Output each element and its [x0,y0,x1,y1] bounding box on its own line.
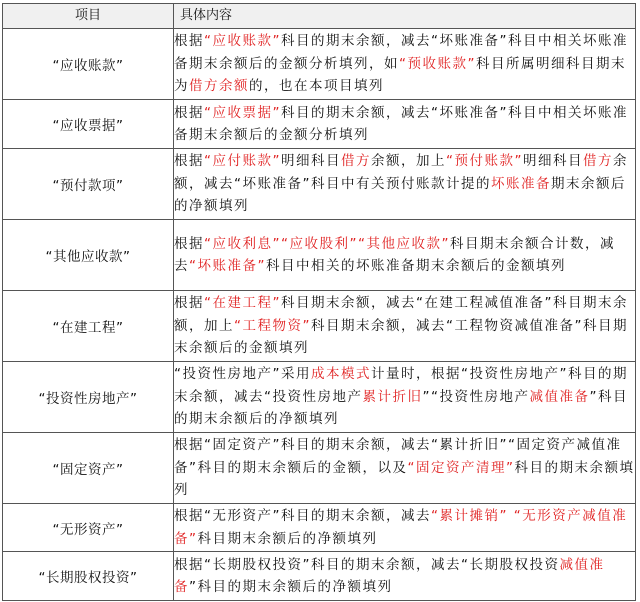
content-text: ”“投资性房地产 [422,388,530,405]
content-text: ”科目的期末余额后的净额填列 [174,388,628,428]
table-row [3,504,636,552]
rules-table [2,3,636,601]
highlighted-term: “应收利息” [204,235,281,252]
table-row [3,433,636,504]
table-row [3,291,636,362]
content-text: 明细科目 [523,153,583,170]
content-text: 科目的期末余额，减去“坏账准备”科目中相关坏账准备期末余额后的金额分析填列，如 [174,33,628,72]
content-cell [174,29,636,100]
content-text: 根据 [174,153,204,170]
item-cell: “投资性房地产” [3,362,174,433]
content-text: 科目的期末余额，减去“坏账准备”科目中相关坏账准备期末余额后的金额分析填列 [174,104,628,143]
highlighted-term: “累计摊销” [431,508,508,524]
highlighted-term: “无形资产减值准备” [174,508,628,547]
table-row [3,552,636,601]
highlighted-term: “工程物资” [234,317,311,334]
content-text: 明细科目 [281,153,341,170]
highlighted-term: 坏账准备 [491,175,551,192]
content-text: 余额，减去“坏账准备”科目中有关预付账款计提的 [174,153,628,192]
item-cell: “固定资产” [3,433,174,504]
highlighted-term: “在建工程” [204,295,281,312]
content-text: 科目中相关的坏账准备期末余额后的金额填列 [266,258,566,274]
item-cell: “在建工程” [3,291,174,362]
content-text: 计量时，根据“投资性房地产”科目的期末余额，减去“投资性房地产 [174,366,628,405]
table-row [3,149,636,220]
item-cell: “长期股权投资” [3,552,174,601]
content-text: 根据 [174,235,204,252]
highlighted-term: 减值准备 [529,388,590,405]
highlighted-term: “预付账款” [446,153,523,170]
content-text: 科目期末余额，减去“工程物资减值准备”科目期末余额后的金额填列 [174,317,628,357]
table-row [3,362,636,433]
table-row [3,29,636,100]
highlighted-term: 借方余额 [189,78,249,95]
content-text: 的，也在本项目填列 [249,78,384,95]
highlighted-term: “应收账款” [204,33,281,50]
content-text: 科目所属明细科目期末为 [174,55,626,95]
content-cell [174,362,636,433]
content-cell [174,291,636,362]
content-text: “投资性房地产”采用 [174,366,311,383]
table-row [3,220,636,291]
header-row [3,4,636,29]
content-text: 根据 [174,33,204,50]
item-cell: “应收票据” [3,100,174,149]
table-row [3,100,636,149]
highlighted-term: “预收账款” [399,55,476,72]
item-cell: “应收账款” [3,29,174,100]
highlighted-term: 成本模式 [311,366,371,383]
item-cell: “预付款项” [3,149,174,220]
highlighted-term: 减值准备 [174,556,605,595]
highlighted-term: “其他应收款” [358,235,450,252]
item-cell: “其他应收款” [3,220,174,291]
content-text: 根据“固定资产”科目的期末余额，减去“累计折旧”“固定资产减值准备”科目的期末余额后的金额，以及 [174,437,622,476]
content-text: 根据“无形资产”科目的期末余额，减去 [174,508,431,524]
content-text: 根据 [174,104,204,121]
content-cell [174,100,636,149]
highlighted-term: “坏账准备” [189,258,266,274]
content-text: 科目期末余额后的净额填列 [197,530,378,547]
content-text: 期末余额后的净额填列 [174,175,626,215]
highlighted-term: 累计折旧 [362,388,423,405]
content-text: 根据“长期股权投资”科目的期末余额，减去“长期股权投资 [174,556,560,573]
highlighted-term: 借方 [341,153,371,170]
highlighted-term: 借方 [583,153,613,170]
header-item: 项目 [3,4,174,29]
content-text: 余额，加上 [371,153,446,170]
content-cell [174,433,636,504]
content-text: ”科目的期末余额后的净额填列 [189,579,393,595]
content-cell [174,149,636,220]
header-content: 具体内容 [174,4,636,29]
highlighted-term: “应收股利” [281,235,358,252]
content-cell [174,552,636,601]
content-text: 科目期末余额，减去“在建工程减值准备”科目期末余额，加上 [174,295,628,334]
highlighted-term: “应付账款” [204,153,281,170]
content-text: 科目期末余额合计数，减去 [174,235,615,274]
highlighted-term: “应收票据” [204,104,281,121]
content-text: 科目的期末余额填列 [174,459,635,499]
content-cell [174,220,636,291]
item-cell: “无形资产” [3,504,174,552]
highlighted-term: “固定资产清理” [407,459,515,476]
content-cell [174,504,636,552]
content-text: 根据 [174,295,204,312]
